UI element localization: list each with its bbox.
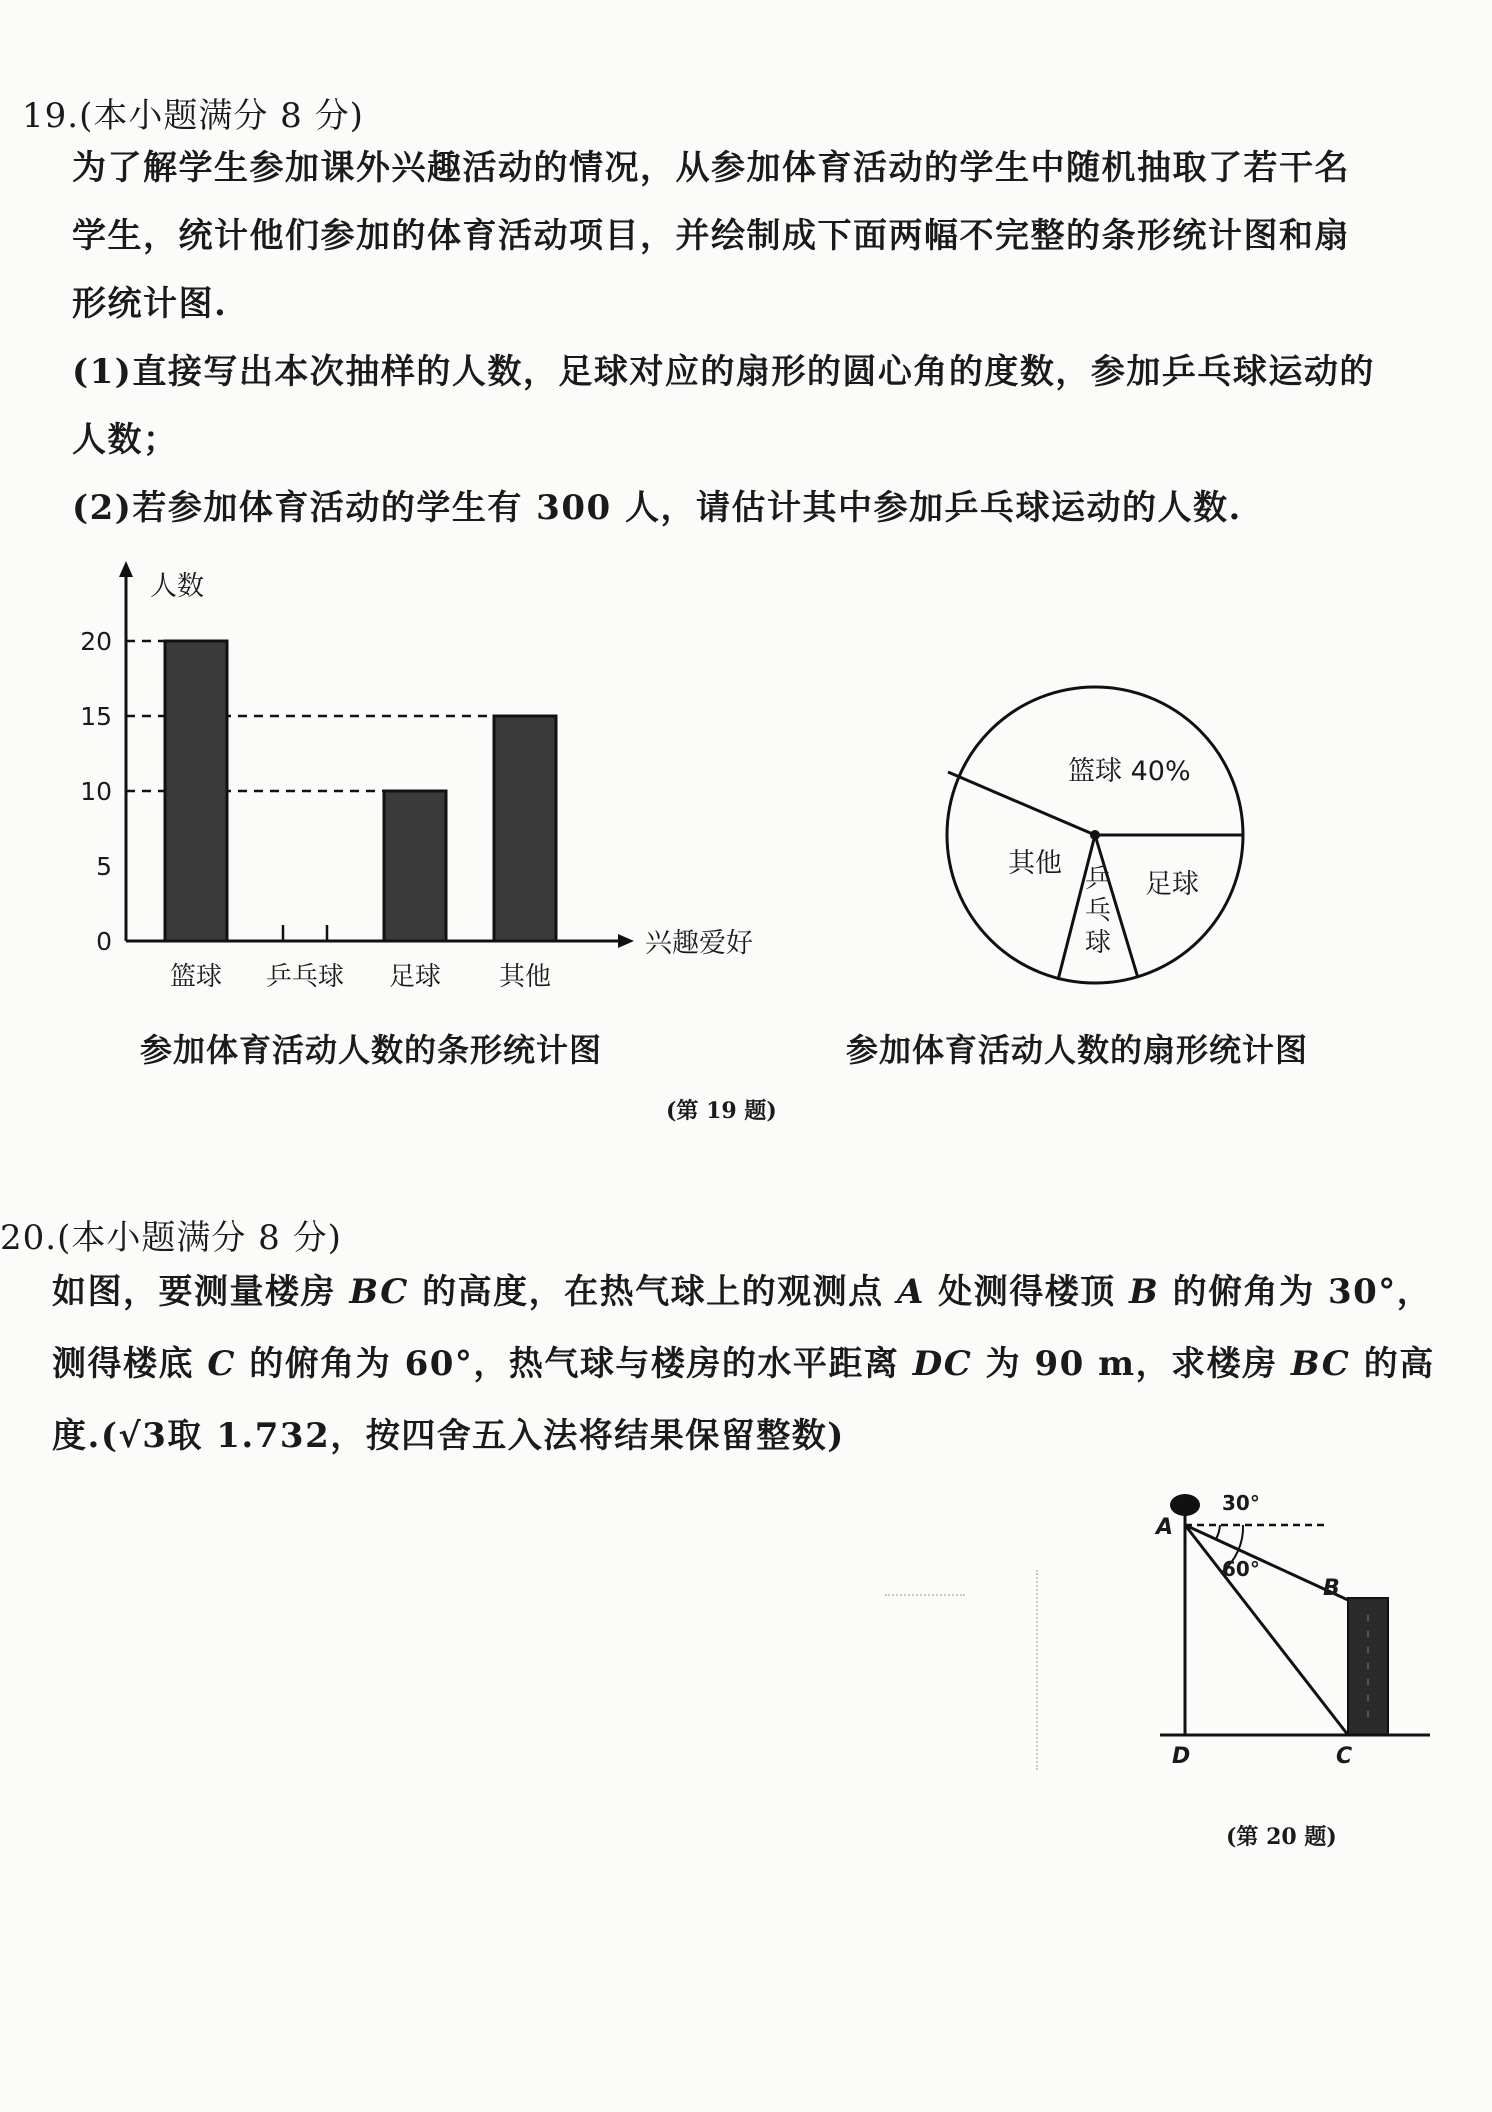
q19-line-6: (2)若参加体育活动的学生有 300 人，请估计其中参加乒乓球运动的人数. <box>72 488 1242 528</box>
q20-score: (本小题满分 8 分) <box>57 1218 342 1258</box>
q20-line-3: 度.(√3取 1.732，按四舍五入法将结果保留整数) <box>52 1416 845 1456</box>
q20-header <box>0 1210 342 1259</box>
balloon-icon <box>1170 1494 1200 1516</box>
bar-ylabel: 人数 <box>150 571 204 602</box>
pie-chart <box>930 680 1260 1000</box>
q19-line-4: (1)直接写出本次抽样的人数，足球对应的扇形的圆心角的度数，参加乒乓球运动的 <box>72 352 1375 392</box>
bar <box>165 641 227 941</box>
scan-mark <box>885 1594 965 1596</box>
q19-score: (本小题满分 8 分) <box>79 96 364 136</box>
bar-caption: 参加体育活动人数的条形统计图 <box>140 1031 603 1069</box>
bar-y-arrow-icon <box>119 561 133 577</box>
bar-y-tick-label: 20 <box>80 627 112 656</box>
q19-line-1: 为了解学生参加课外兴趣活动的情况，从参加体育活动的学生中随机抽取了若干名 <box>72 148 1350 188</box>
q19-number: 19. <box>22 96 80 136</box>
bar-x-arrow-icon <box>618 934 634 948</box>
pie-label-other: 其他 <box>1008 848 1062 879</box>
line-AC <box>1185 1525 1348 1735</box>
bar-y-tick-label: 5 <box>96 852 112 881</box>
pie-label-pingpong: 乒乓球 <box>1084 864 1112 958</box>
q19-figure-label: (第 19 题) <box>666 1098 777 1124</box>
bar-y-tick-label: 15 <box>80 702 112 731</box>
q19-line-2: 学生，统计他们参加的体育活动项目，并绘制成下面两幅不完整的条形统计图和扇 <box>72 216 1350 256</box>
angle-label-60: 60° <box>1222 1557 1260 1581</box>
pie-label-basketball: 篮球 40% <box>1068 756 1191 787</box>
bar-y-tick-label: 10 <box>80 777 112 806</box>
point-label-A: A <box>1156 1515 1174 1540</box>
building-diagram <box>1140 1480 1440 1800</box>
q19-line-3: 形统计图. <box>72 284 228 324</box>
pie-caption: 参加体育活动人数的扇形统计图 <box>846 1031 1309 1069</box>
bar-xlabel: 兴趣爱好 <box>645 928 753 959</box>
pie-label-football: 足球 <box>1145 869 1199 900</box>
bar <box>494 716 556 941</box>
pie-center-dot <box>1090 830 1100 840</box>
bar-chart <box>60 555 780 1005</box>
q20-body <box>52 1256 1435 1472</box>
q19-header <box>22 88 364 137</box>
bar-category-label: 乒乓球 <box>265 962 345 992</box>
q19-line-5: 人数； <box>72 420 179 460</box>
q20-figure-label: (第 20 题) <box>1226 1824 1337 1850</box>
point-label-C: C <box>1336 1744 1353 1769</box>
q20-line-1: 如图，要测量楼房 BC 的高度，在热气球上的观测点 A 处测得楼顶 B 的俯角为 30°， <box>52 1272 1433 1312</box>
bar <box>384 791 446 941</box>
bar-category-label: 篮球 <box>169 962 223 992</box>
q20-line-2: 测得楼底 C 的俯角为 60°，热气球与楼房的水平距离 DC 为 90 m，求楼房 BC 的高 <box>52 1344 1435 1384</box>
point-label-D: D <box>1172 1744 1191 1769</box>
scan-mark <box>1036 1570 1038 1770</box>
angle-label-30: 30° <box>1222 1491 1260 1515</box>
q19-body <box>72 134 1375 542</box>
q20-number: 20. <box>0 1218 58 1258</box>
bar-category-label: 足球 <box>388 962 442 992</box>
bar-y-tick-label: 0 <box>96 927 112 956</box>
angle-arc-30 <box>1216 1525 1220 1539</box>
point-label-B: B <box>1323 1576 1340 1601</box>
bar-category-label: 其他 <box>498 962 552 992</box>
